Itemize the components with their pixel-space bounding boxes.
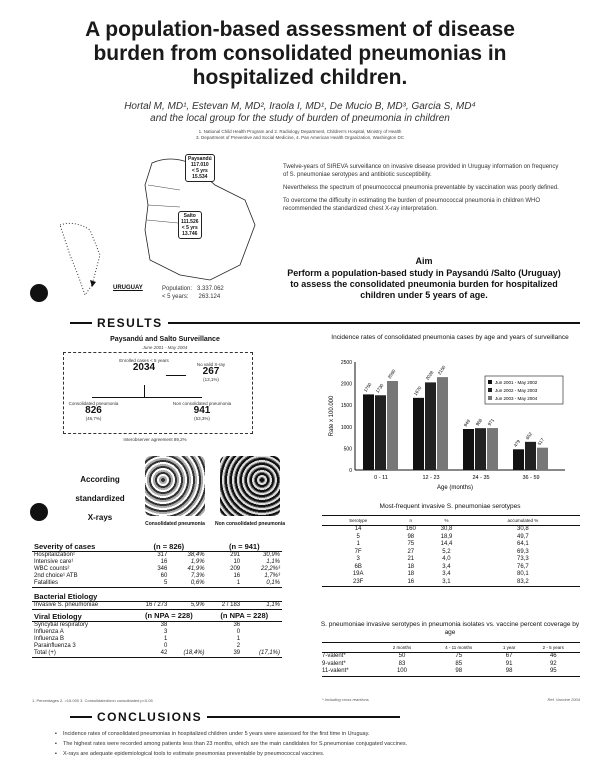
population-stats: Population: 3.337.062 < 5 years: 263.124 — [162, 286, 224, 300]
table-row: 7F 27 5,2 69,3 — [354, 548, 529, 555]
table-row: Influenza B 1 1 — [34, 636, 241, 642]
svg-text:2028: 2028 — [424, 369, 435, 381]
table-row: Fatalities 5 0,6% 1 0,1% — [34, 580, 280, 586]
affiliation-1: 1. National Child Health Program and 2. Radiology Department, Children's Hospital, Ministry of Health — [198, 129, 402, 134]
intro-paragraph-2: Nevertheless the spectrum of pneumococcal pneumonia preventable by vaccination was poorly defined. — [283, 185, 559, 191]
svg-text:968: 968 — [474, 417, 484, 427]
consolidated-xray-image — [145, 456, 205, 516]
table-row: Syncytial respiratory 38 36 — [34, 622, 241, 628]
table-row: WBC counts² 346 41,9% 209 22,2%³ — [34, 566, 280, 572]
surveillance-title: Paysandú and Salto Surveillance — [110, 336, 220, 343]
severity-footnote: 1. Percentages 2. >15.000 3. Consolidated/non consolidated p<0.05 — [32, 698, 153, 703]
svg-text:652: 652 — [524, 431, 534, 441]
svg-text:0: 0 — [349, 468, 352, 474]
svg-text:2000: 2000 — [340, 381, 352, 388]
conclusions-list — [55, 729, 585, 759]
svg-text:Rate x 100.000: Rate x 100.000 — [329, 395, 335, 437]
svg-text:1000: 1000 — [340, 424, 352, 431]
svg-text:1500: 1500 — [340, 403, 352, 410]
affiliations — [100, 129, 500, 141]
serotype-table-title: Most-frequent invasive S. pneumoniae serotypes — [379, 503, 521, 510]
surveillance-period: June 2001 - May 2004 — [142, 345, 188, 350]
svg-text:24 - 35: 24 - 35 — [472, 475, 490, 481]
chart-title: Incidence rates of consolidated pneumonia cases by age and years of surveillance — [331, 334, 569, 341]
svg-text:500: 500 — [343, 446, 352, 453]
svg-text:2150: 2150 — [436, 364, 447, 376]
table-row: 23F 16 3,1 83,2 — [322, 579, 580, 587]
table-row: 11-valent* 100 98 98 95 — [322, 668, 580, 676]
svg-text:2060: 2060 — [386, 368, 397, 380]
table-row: Influenza A 3 0 — [34, 629, 241, 635]
table-row: 2nd choice¹ ATB 60 7,3% 16 1,7%³ — [34, 573, 280, 579]
svg-text:479: 479 — [512, 438, 522, 448]
svg-text:12 - 23: 12 - 23 — [422, 475, 440, 481]
intro-paragraph-1: Twelve-years of SIREVA surveillance on invasive disease provided in Uruguay information on frequency of S. pneumoniae serotypes and antibiotic susceptibility. — [283, 164, 559, 178]
results-heading: RESULTS — [70, 316, 580, 330]
consolidated-caption: Consolidated pneumonia — [145, 521, 205, 527]
surveillance-flowchart — [63, 352, 253, 434]
severity-table: Severity of cases (n = 826) (n = 941) Hospitalization¹ 317 38,4% 291 30,9% Intensive care¹ 16 1,9% 10 1,1% WBC counts² 346 41,9% 209 22,2%³ 2nd choice¹ ATB 60 7,3% 16 1,7%³ Fatalities 5 0,6% 1 0,1% Bacterial Etiology Invasive S. pneumoniae 16 / 273 5,9% 2 / 183 1,1% Viral Etiology (n NPA = 228) (n NPA = 228) Syncytial respiratory 38 36 Influenza A 3 0 Influenza B 1 1 Parainfluenza 3 0 2 Total (+) 42 (18,4%) 39 (17,1%) — [34, 542, 280, 656]
flow-footnote: Interobserver agreement 89,2% — [123, 437, 187, 442]
poster-title: A population-based assessment of disease burden from consolidated pneumonias in hospitalized children. — [85, 18, 515, 89]
table-row: Hospitalization¹ 317 38,4% 291 30,9% — [34, 552, 280, 558]
author-group: and the local group for the study of burden of pneumonia in children — [150, 113, 450, 124]
vaccine-coverage-table: 2 months 4 - 11 months 1 year 2 - 5 years 7-valent* 50 75 67 46 9-valent* 83 85 91 92 11-valent* 100 98 98 95 — [322, 642, 580, 677]
svg-text:Age (months): Age (months) — [436, 485, 474, 491]
table-row: 3 21 4,0 73,3 — [356, 556, 529, 562]
table-row: 19A 18 3,4 80,1 — [352, 571, 529, 577]
svg-text:1750: 1750 — [362, 381, 373, 393]
introduction — [283, 163, 565, 218]
punch-hole-dot — [30, 284, 48, 302]
svg-text:1730: 1730 — [374, 382, 385, 394]
country-label: URUGUAY — [113, 285, 143, 291]
svg-text:36 - 59: 36 - 59 — [522, 475, 540, 481]
svg-text:Jun 2003 - May 2004: Jun 2003 - May 2004 — [495, 396, 538, 401]
svg-text:Jun 2002 - May 2003: Jun 2002 - May 2003 — [495, 388, 538, 393]
conclusions-heading: CONCLUSIONS — [70, 710, 400, 724]
svg-text:Jun 2001 - May 2002: Jun 2001 - May 2002 — [495, 380, 538, 385]
table-row: Invasive S. pneumoniae 16 / 273 5,9% 2 / 183 1,1% — [34, 602, 280, 608]
svg-text:2500: 2500 — [340, 360, 352, 366]
table-row: Total (+) 42 (18,4%) 39 (17,1%) — [34, 650, 280, 656]
consolidated-node: Consolidated pneumonia 826 (46,7%) — [68, 401, 119, 421]
author-list: Hortal M, MD¹, Estevan M, MD², Iraola I, MD¹, De Mucio B, MD³, Garcia S, MD⁴ — [124, 101, 476, 112]
authors — [60, 101, 540, 125]
aim-text: Perform a population-based study in Paysandú /Salto (Uruguay) to assess the consolidated pneumonia burden for hospitalized children under 5 years of age. — [287, 268, 561, 300]
arrow — [166, 375, 186, 376]
serotype-table: Serotype n % accumulated % 14 160 30,8 30,8 5 98 18,9 49,7 1 75 14,4 64,1 7F 27 5,2 69,3 3 21 4,0 73,3 6B 18 3,4 76,7 19A 18 3,4 80,1 23F 16 3,1 83,2 — [322, 515, 580, 587]
nonconsolidated-caption: Non consolidated pneumonia — [215, 521, 286, 527]
table-row: 9-valent* 83 85 91 92 — [322, 660, 557, 667]
no-xray-node: No valid X-ray 267 (13,1%) — [196, 362, 226, 382]
list-item: ▪ X-rays are adequate epidemiological tools to estimate pneumonias preventable by pneumococcal vaccines. — [55, 749, 585, 759]
punch-hole-dot — [30, 503, 48, 521]
vaccine-table-title: S. pneumoniae invasive serotypes in pneumonia isolates vs. vaccine percent coverage by age — [320, 621, 580, 636]
svg-text:949: 949 — [462, 418, 472, 428]
table-row: 6B 18 3,4 76,7 — [354, 563, 529, 570]
xray-label: According standardized X-rays — [75, 475, 125, 522]
list-item: ▪ Incidence rates of consolidated pneumonias in hospitalized children under 5 years were assessed for the first time in Uruguay. — [55, 729, 585, 739]
enrolled-node: Enrolled cases < 5 years 2034 — [119, 358, 169, 373]
map-label-salto: Salto 111.526 < 5 yrs 13.746 — [178, 211, 202, 239]
vaccine-footnote: * Including cross reactions Ref. Vaccine 2004 — [322, 697, 580, 702]
list-item: ▪ The highest rates were recorded among patients less than 23 months, which are the main candidates for S.pneumoniae conjugated vaccines. — [55, 739, 585, 749]
uruguay-map — [30, 145, 260, 295]
svg-text:1670: 1670 — [412, 385, 423, 397]
nonconsolidated-xray-image — [220, 456, 280, 516]
aim-heading: Aim — [415, 256, 433, 266]
svg-text:0 - 11: 0 - 11 — [374, 475, 388, 481]
table-row: 7-valent* 50 75 67 46 — [322, 653, 557, 659]
table-row: 14 160 30,8 30,8 — [354, 526, 529, 532]
affiliation-2: 3. Department of Preventive and Social Medicine, 4. Pan American Health Organization, Washington DC — [196, 135, 404, 140]
incidence-bar-chart — [325, 352, 570, 492]
table-row: Parainfluenza 3 0 2 — [34, 643, 241, 649]
table-row: Intensive care¹ 16 1,9% 10 1,1% — [34, 559, 280, 565]
svg-text:971: 971 — [486, 417, 496, 427]
map-label-paysandu: Paysandú 117.010 < 5 yrs 15.534 — [185, 154, 215, 182]
nonconsolidated-node: Non consolidated pneumonia 941 (53,3%) — [172, 401, 232, 421]
table-row: 5 98 18,9 49,7 — [356, 533, 529, 540]
table-row: 1 75 14,4 64,1 — [356, 541, 529, 547]
intro-paragraph-3: To overcome the difficulty in estimating the burden of pneumococcal pneumonia in children WHO recommended the standardized chest X-ray interpretation. — [283, 198, 541, 212]
svg-text:517: 517 — [536, 437, 546, 447]
